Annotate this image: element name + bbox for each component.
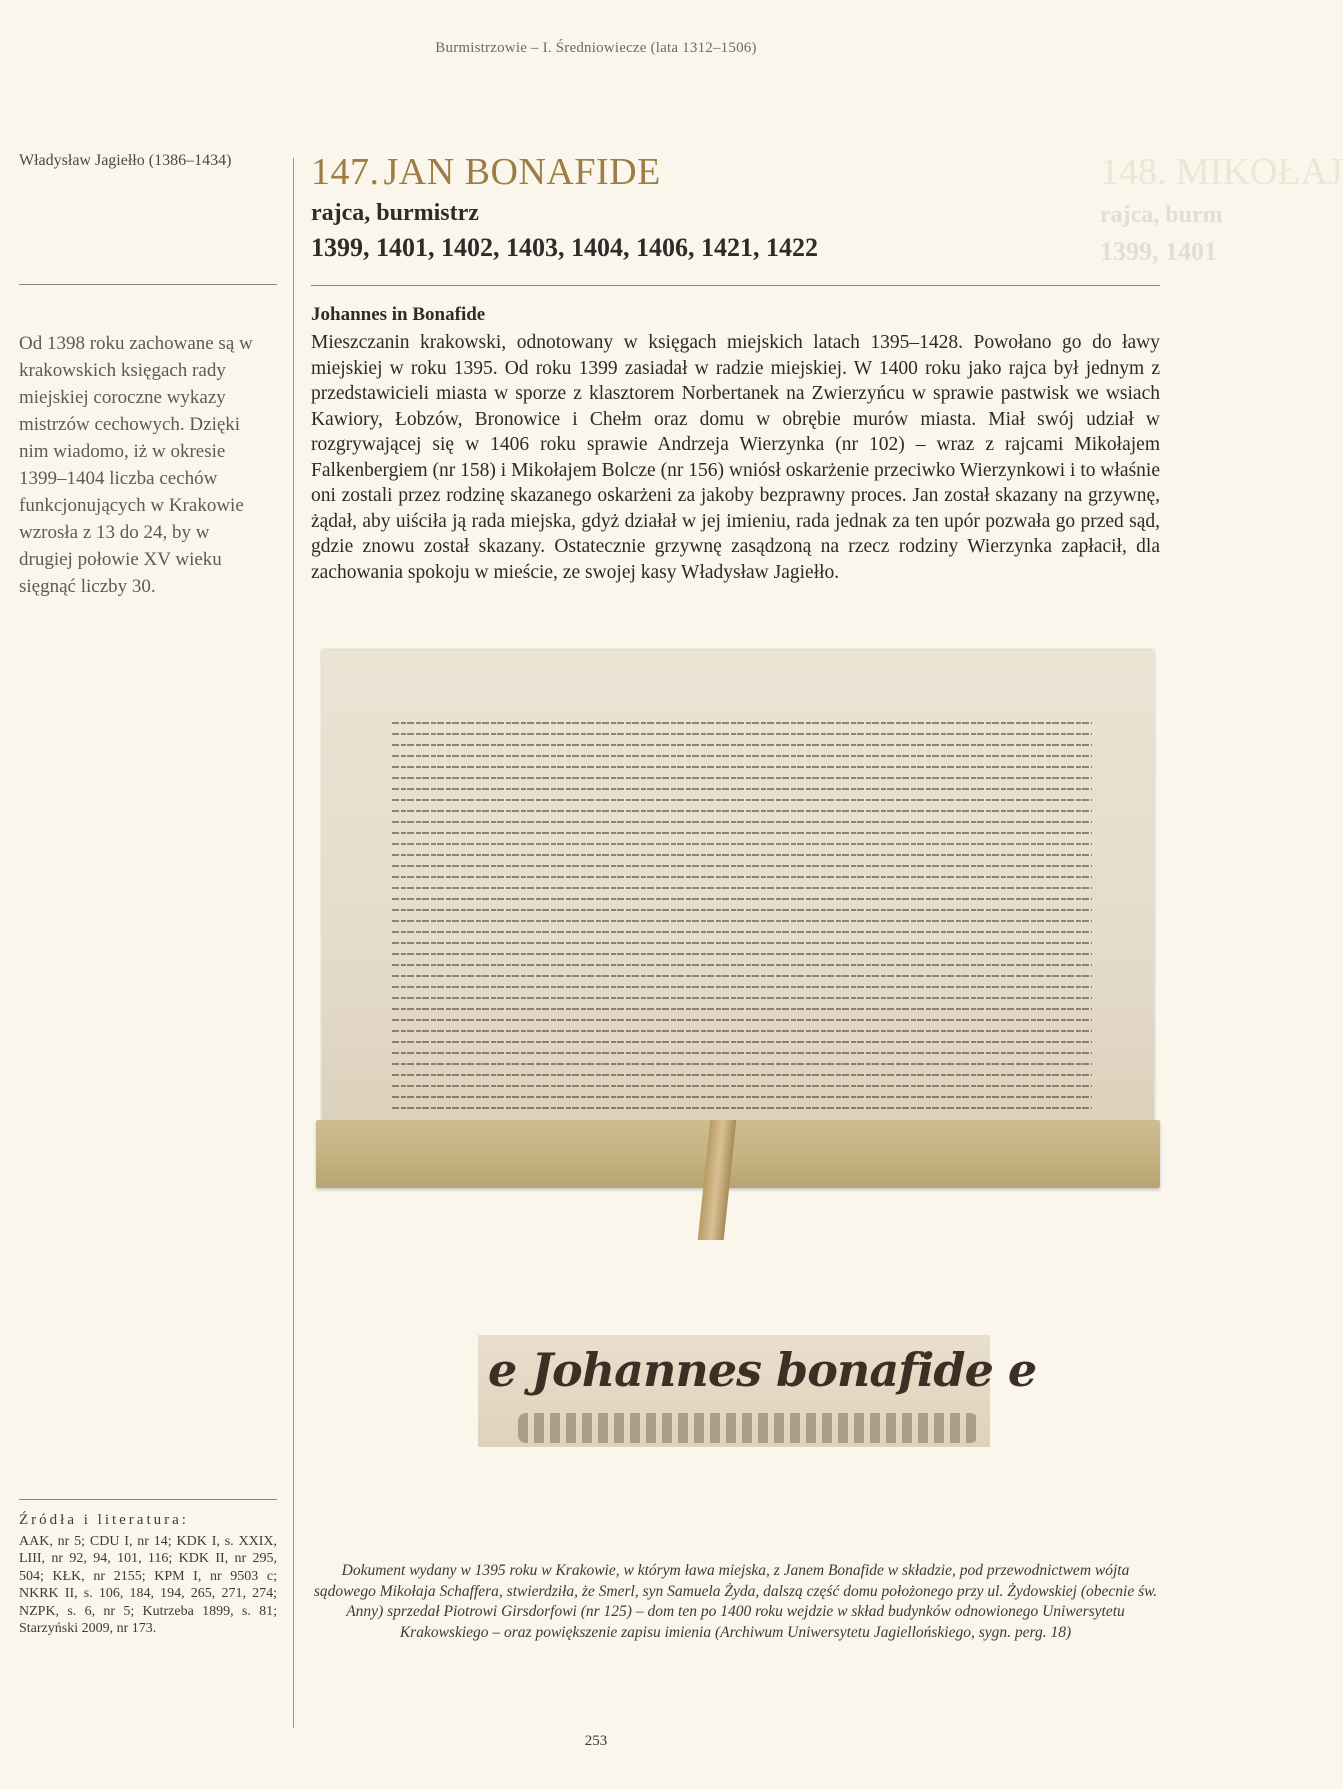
parchment-document-image xyxy=(322,650,1154,1230)
sources-list: AAK, nr 5; CDU I, nr 14; KDK I, s. XXIX, LIII, nr 92, 94, 101, 116; KDK II, nr 295, 504; KŁK, nr 2155; KPM I, nr 9503 c; NKRK II, s. 106, 184, 194, 265, 271, 274; NZPK, s. 6, nr 5; Kutrzeba 1899, s. 81; Starzyński 2009, nr 173. xyxy=(19,1533,277,1636)
handwritten-name: e Johannes bonafide e xyxy=(488,1343,1037,1397)
header-divider xyxy=(311,285,1160,286)
reign-label: Władysław Jagiełło (1386–1434) xyxy=(19,152,232,169)
latin-name: Johannes in Bonafide xyxy=(311,304,486,325)
parchment-fold xyxy=(316,1120,1160,1188)
entry-number: 147. xyxy=(311,151,380,193)
page-number: 253 xyxy=(584,1733,608,1749)
show-through-line: 148. MIKOŁAJ xyxy=(1100,151,1343,193)
entry-years: 1399, 1401, 1402, 1403, 1404, 1406, 1421, 1422 xyxy=(311,233,818,262)
show-through-line: 1399, 1401 xyxy=(1100,237,1217,266)
image-caption: Dokument wydany w 1395 roku w Krakowie, w którym ława miejska, z Janem Bonafide w składzie, pod przewodnictwem wójta sądowego Mikołaja Schaffera, stwierdziła, że Smerl, syn Samuela Żyda, dalszą część domu położonego przy ul. Żydowskiej (obecnie św. Anny) sprzedał Piotrowi Girsdorfowi (nr 125) – dom ten po 1400 roku wejdzie w skład budynków odnowionego Uniwersytetu Krakowskiego – oraz powiększenie zapisu imienia (Archiwum Uniwersytetu Jagiellońskiego, sygn. perg. 18) xyxy=(313,1562,1158,1641)
entry-name: JAN BONAFIDE xyxy=(383,151,661,193)
left-margin-column xyxy=(19,152,277,170)
running-head: Burmistrzowie – I. Średniowiecze (lata 1312–1506) xyxy=(435,40,757,56)
left-divider xyxy=(19,284,277,285)
manuscript-script xyxy=(392,718,1092,1118)
margin-note: Od 1398 roku zachowane są w krakowskich księgach rady miejskiej coroczne wykazy mistrzów cechowych. Dzięki nim wiadomo, iż w okresie 1399–1404 liczba cechów funkcjonujących w Krakowie wzrosła z 13 do 24, by w drugiej połowie XV wieku sięgnąć liczby 30. xyxy=(19,333,253,597)
entry-role: rajca, burmistrz xyxy=(311,200,479,226)
sources-block xyxy=(19,1512,277,1638)
parchment-sheet xyxy=(322,650,1154,1122)
handwriting-fragment xyxy=(518,1413,978,1443)
show-through-line: rajca, burm xyxy=(1100,202,1223,228)
sources-divider xyxy=(19,1499,277,1500)
show-through-text xyxy=(1100,150,1343,300)
entry-header xyxy=(311,150,1161,263)
entry-body: Mieszczanin krakowski, odnotowany w księgach miejskich latach 1395–1428. Powołano go do ławy miejskiej w roku 1395. Od roku 1399 zasiadał w radzie miejskiej. W 1400 roku jako rajca był jednym z przedstawicieli miasta w sporze z klasztorem Norbertanek na Zwierzyńcu w sprawie pastwisk we wsiach Kawiory, Łobzów, Bronowice i Chełm oraz domu w obrębie murów miasta. Miał swój udział w rozgrywającej się w 1406 roku sprawie Andrzeja Wierzynka (nr 102) – wraz z rajcami Mikołajem Falkenbergiem (nr 158) i Mikołajem Bolcze (nr 156) wniósł oskarżenie przeciwko Wierzynkowi i to właśnie oni zostali przez rodzinę skazanego oskarżeni za jakoby bezprawny proces. Jan został skazany na grzywnę, żądał, aby uiściła ją rada miejska, gdyż działał w jej imieniu, rada jednak za ten upór pozwała go przed sąd, gdzie znowu został skazany. Ostatecznie grzywnę zasądzoną na rzecz rodziny Wierzynka zapłacił, dla zachowania spokoju w mieście, ze swojej kasy Władysław Jagiełło. xyxy=(311,332,1160,583)
name-detail-image xyxy=(478,1335,1037,1447)
entry-title xyxy=(311,150,1161,196)
sources-heading: Źródła i literatura: xyxy=(19,1512,189,1528)
column-divider xyxy=(293,158,294,1728)
